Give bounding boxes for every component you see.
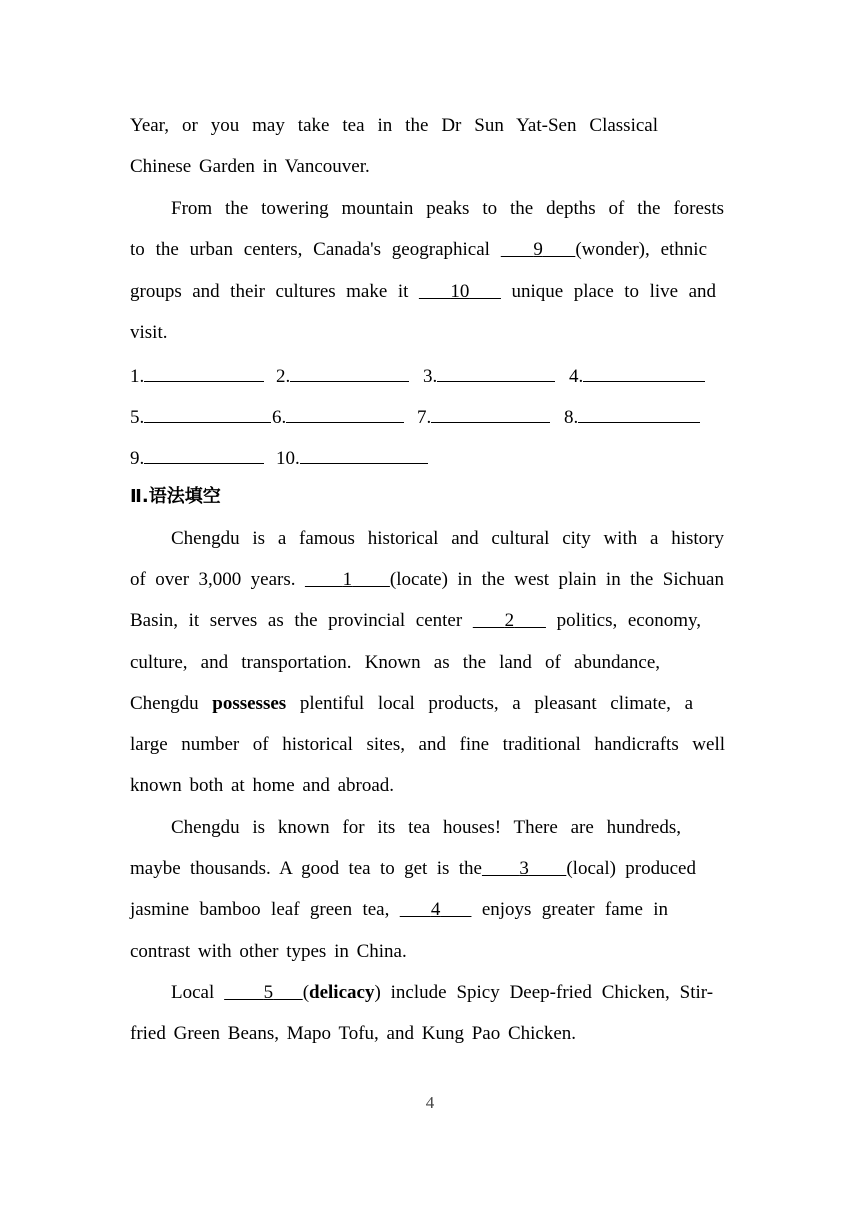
section2-text: Basin, it serves as the provincial center (130, 610, 463, 631)
section2-p1-line-3 (130, 609, 701, 633)
section2-text: (local) produced (566, 858, 696, 879)
passage1-line-4 (130, 238, 707, 262)
passage1-line-1: Year, or you may take tea in the Dr Sun Yat-Sen Classical (130, 115, 658, 136)
blank-3: 3 (519, 858, 529, 879)
answer-slot-2[interactable]: 2. (276, 363, 409, 389)
answer-slot-8[interactable]: 8. (564, 404, 700, 430)
passage1-line-2: Chinese Garden in Vancouver. (130, 156, 370, 177)
section2-text: politics, economy, (556, 610, 702, 631)
section2-text: plentiful local products, a pleasant climate, a (299, 693, 694, 714)
section2-text: Local (171, 982, 215, 1003)
section2-text: enjoys greater fame in (481, 899, 669, 920)
answer-slot-10[interactable]: 10. (276, 445, 428, 471)
section2-p1-line-2 (130, 568, 724, 592)
answer-slot-6[interactable]: 6. (272, 404, 404, 430)
section2-p1-line-7: known both at home and abroad. (130, 775, 395, 796)
blank-5: 5 (263, 982, 274, 1003)
page-number: 4 (425, 1093, 435, 1112)
vocab-word: possesses (212, 693, 287, 714)
answer-slot-9[interactable]: 9. (130, 445, 264, 471)
answer-key-row-3 (130, 445, 730, 469)
blank-4: 4 (430, 899, 441, 920)
section-heading: Ⅱ.语法填空 (130, 486, 221, 507)
section2-text: of over 3,000 years. (130, 569, 296, 590)
passage1-line-5 (130, 280, 716, 304)
passage1-text: unique place to live and (511, 281, 717, 302)
section2-p1-line-6: large number of historical sites, and fine traditional handicrafts well (130, 734, 725, 755)
section2-p2-line-2 (130, 857, 696, 881)
vocab-word: delicacy (309, 982, 375, 1003)
section2-p1-line-4: culture, and transportation. Known as the land of abundance, (130, 652, 660, 673)
answer-slot-4[interactable]: 4. (569, 363, 705, 389)
section2-p1-line-5 (130, 692, 693, 716)
section2-text: jasmine bamboo leaf green tea, (130, 899, 390, 920)
section2-p1-line-1: Chengdu is a famous historical and cultural city with a history (171, 528, 724, 549)
paren: ) (374, 982, 381, 1003)
section2-text: Chengdu (130, 693, 199, 714)
section2-p3-line-2: fried Green Beans, Mapo Tofu, and Kung Pao Chicken. (130, 1023, 577, 1044)
section2-text: (locate) in the west plain in the Sichuan (389, 569, 724, 590)
section2-p2-line-4: contrast with other types in China. (130, 941, 407, 962)
blank-2: 2 (504, 610, 515, 631)
passage1-text: (wonder), ethnic (575, 239, 707, 260)
section2-p2-line-3 (130, 898, 668, 922)
blank-9: 9 (533, 239, 543, 260)
answer-key-row-1 (130, 363, 730, 387)
section2-p2-line-1: Chengdu is known for its tea houses! There are hundreds, (171, 817, 681, 838)
answer-slot-5[interactable]: 5. (130, 404, 271, 430)
answer-slot-3[interactable]: 3. (423, 363, 555, 389)
answer-slot-7[interactable]: 7. (417, 404, 550, 430)
section2-text: maybe thousands. A good tea to get is the (130, 858, 482, 879)
answer-key-row-2 (130, 404, 730, 428)
section2-text: include Spicy Deep-fried Chicken, Stir- (390, 982, 714, 1003)
answer-slot-1[interactable]: 1. (130, 363, 264, 389)
section2-p3-line-1 (171, 981, 713, 1005)
passage1-line-6: visit. (130, 322, 168, 343)
blank-10: 10 (450, 281, 470, 302)
passage1-text: groups and their cultures make it (130, 281, 409, 302)
blank-1: 1 (342, 569, 353, 590)
passage1-text: to the urban centers, Canada's geographical (130, 239, 490, 260)
paren: ( (302, 982, 310, 1003)
passage1-line-3: From the towering mountain peaks to the depths of the forests (171, 198, 724, 219)
